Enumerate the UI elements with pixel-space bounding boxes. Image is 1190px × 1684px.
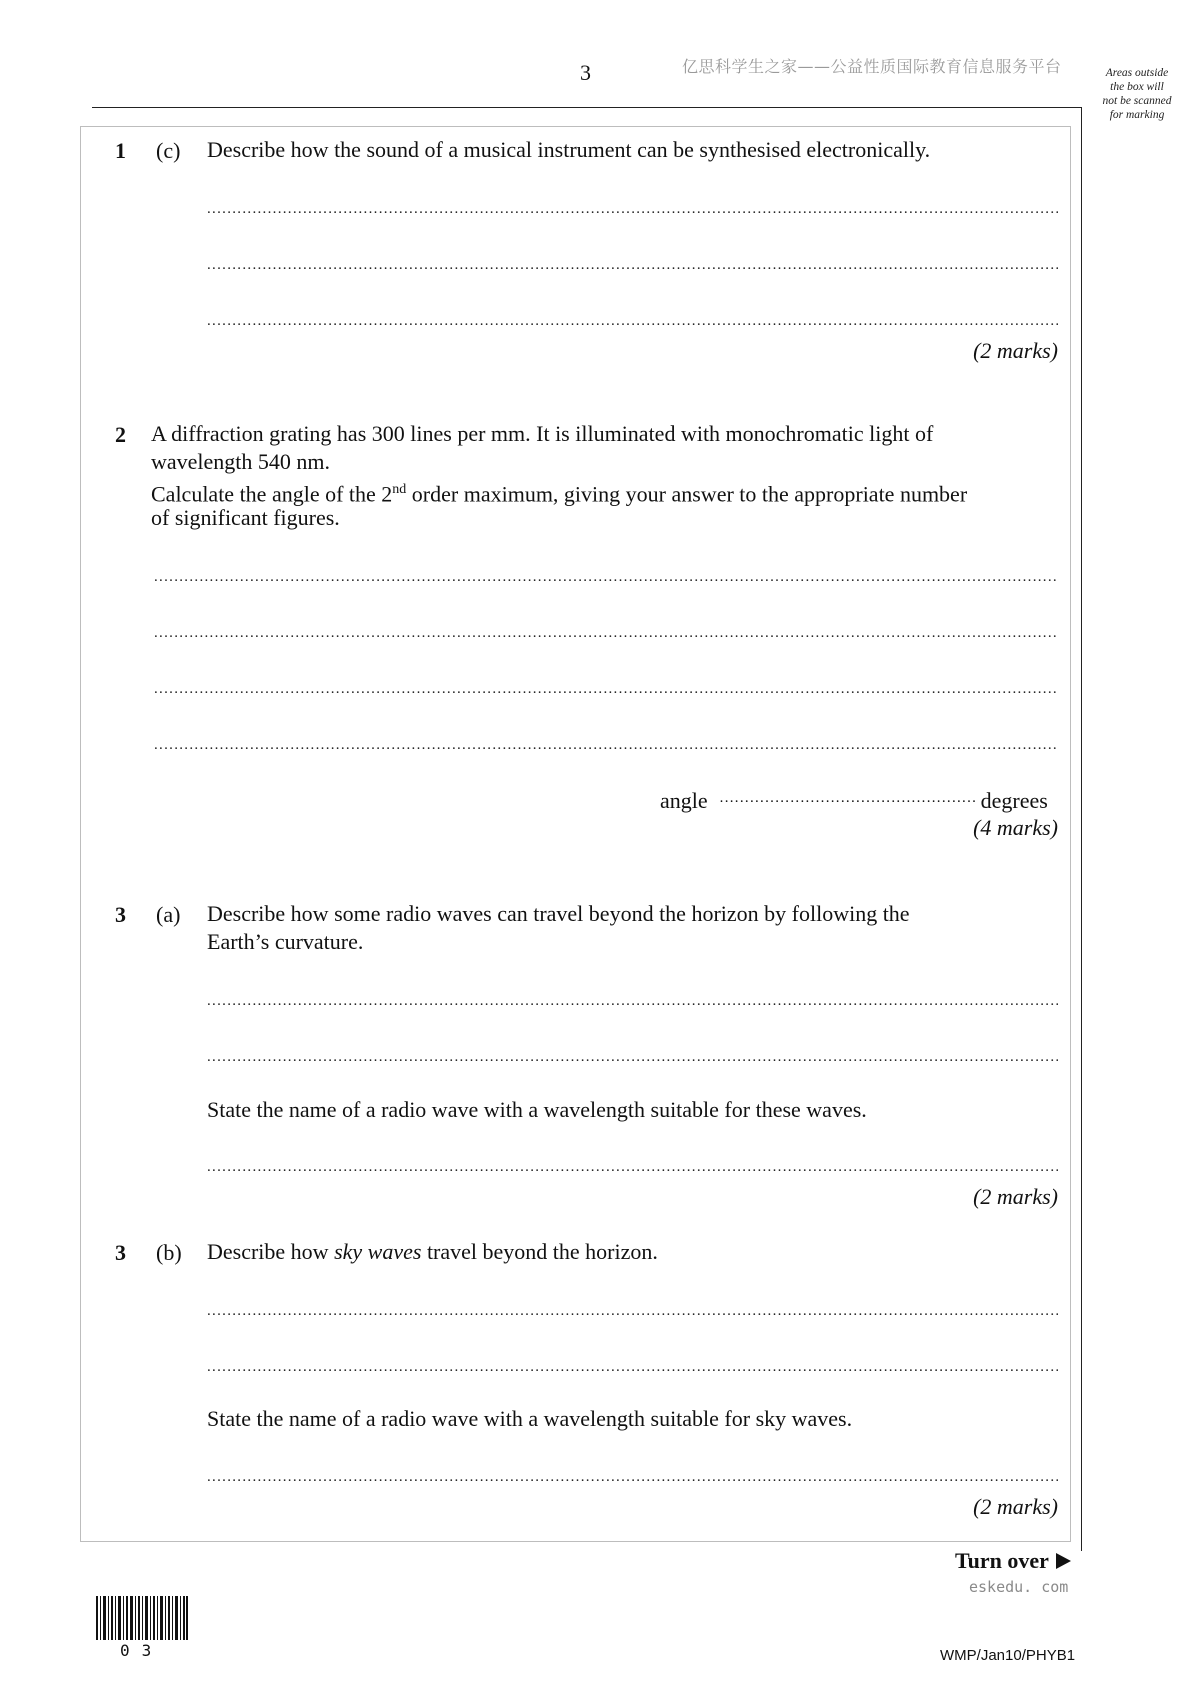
question-number: 3 <box>115 1240 126 1265</box>
barcode-icon <box>96 1596 188 1640</box>
answer-box <box>80 126 1071 1542</box>
answer-line[interactable] <box>207 1356 1058 1378</box>
question-text-fragment: travel beyond the horizon. <box>421 1239 658 1264</box>
margin-note-line: Areas outside <box>1105 67 1169 79</box>
question-text-line: Describe how some radio waves can travel beyond the horizon by following the <box>207 901 910 926</box>
question-subtext: State the name of a radio wave with a wavelength suitable for sky waves. <box>207 1406 853 1431</box>
question-text-fragment: Calculate the angle of the 2 <box>151 481 393 507</box>
answer-line[interactable] <box>154 734 1058 756</box>
paper-reference: WMP/Jan10/PHYB1 <box>940 1647 1076 1664</box>
question-part: (b) <box>156 1240 182 1265</box>
answer-line[interactable] <box>154 622 1058 644</box>
answer-line[interactable] <box>207 254 1058 276</box>
turn-over-label: Turn over <box>955 1548 1049 1573</box>
header-watermark: 亿思科学生之家——公益性质国际教育信息服务平台 <box>682 57 1062 76</box>
footer-watermark: eskedu. com <box>969 1578 1069 1596</box>
answer-line[interactable] <box>154 566 1058 588</box>
angle-label: angle <box>660 788 708 813</box>
question-text-line: Earth’s curvature. <box>207 929 364 954</box>
marks-label: (4 marks) <box>973 815 1058 840</box>
answer-line[interactable] <box>207 990 1058 1012</box>
marks-label: (2 marks) <box>973 1494 1058 1519</box>
answer-line[interactable] <box>207 310 1058 332</box>
margin-note-line: the box will <box>1110 81 1164 93</box>
page-number: 3 <box>580 60 591 85</box>
superscript: nd <box>392 482 407 497</box>
question-text-line: of significant figures. <box>151 505 340 530</box>
question-text <box>207 1238 658 1266</box>
marks-label: (2 marks) <box>973 1184 1058 1209</box>
turn-over <box>955 1548 1071 1574</box>
answer-line[interactable] <box>154 678 1058 700</box>
question-text-line: A diffraction grating has 300 lines per mm. It is illuminated with monochromatic light of <box>151 421 934 446</box>
angle-unit: degrees <box>980 788 1048 813</box>
question-number: 1 <box>115 138 126 163</box>
margin-note-line: for marking <box>1109 109 1165 121</box>
barcode-number: 03 <box>120 1641 164 1660</box>
question-text-line: wavelength 540 nm. <box>151 449 331 474</box>
question-number: 2 <box>115 422 126 447</box>
question-text-emphasis: sky waves <box>334 1239 422 1264</box>
angle-answer-field[interactable] <box>720 790 975 814</box>
question-part: (c) <box>156 138 181 163</box>
question-number: 3 <box>115 902 126 927</box>
angle-answer-row <box>660 788 1058 814</box>
answer-line[interactable] <box>207 1300 1058 1322</box>
answer-line[interactable] <box>207 1156 1058 1178</box>
answer-line[interactable] <box>207 1046 1058 1068</box>
question-text-fragment: order maximum, giving your answer to the appropriate number <box>406 481 968 507</box>
question-text-fragment: Describe how <box>207 1239 335 1264</box>
margin-rule <box>1081 107 1082 1551</box>
answer-line[interactable] <box>207 1466 1058 1488</box>
question-part: (a) <box>156 902 181 927</box>
top-rule <box>92 107 1082 108</box>
question-subtext: State the name of a radio wave with a wavelength suitable for these waves. <box>207 1097 867 1122</box>
triangle-right-icon <box>1056 1553 1071 1569</box>
margin-note-line: not be scanned <box>1102 95 1172 107</box>
answer-line[interactable] <box>207 198 1058 220</box>
margin-note <box>1094 66 1180 122</box>
question-text: Describe how the sound of a musical instrument can be synthesised electronically. <box>207 137 931 162</box>
marks-label: (2 marks) <box>973 338 1058 363</box>
